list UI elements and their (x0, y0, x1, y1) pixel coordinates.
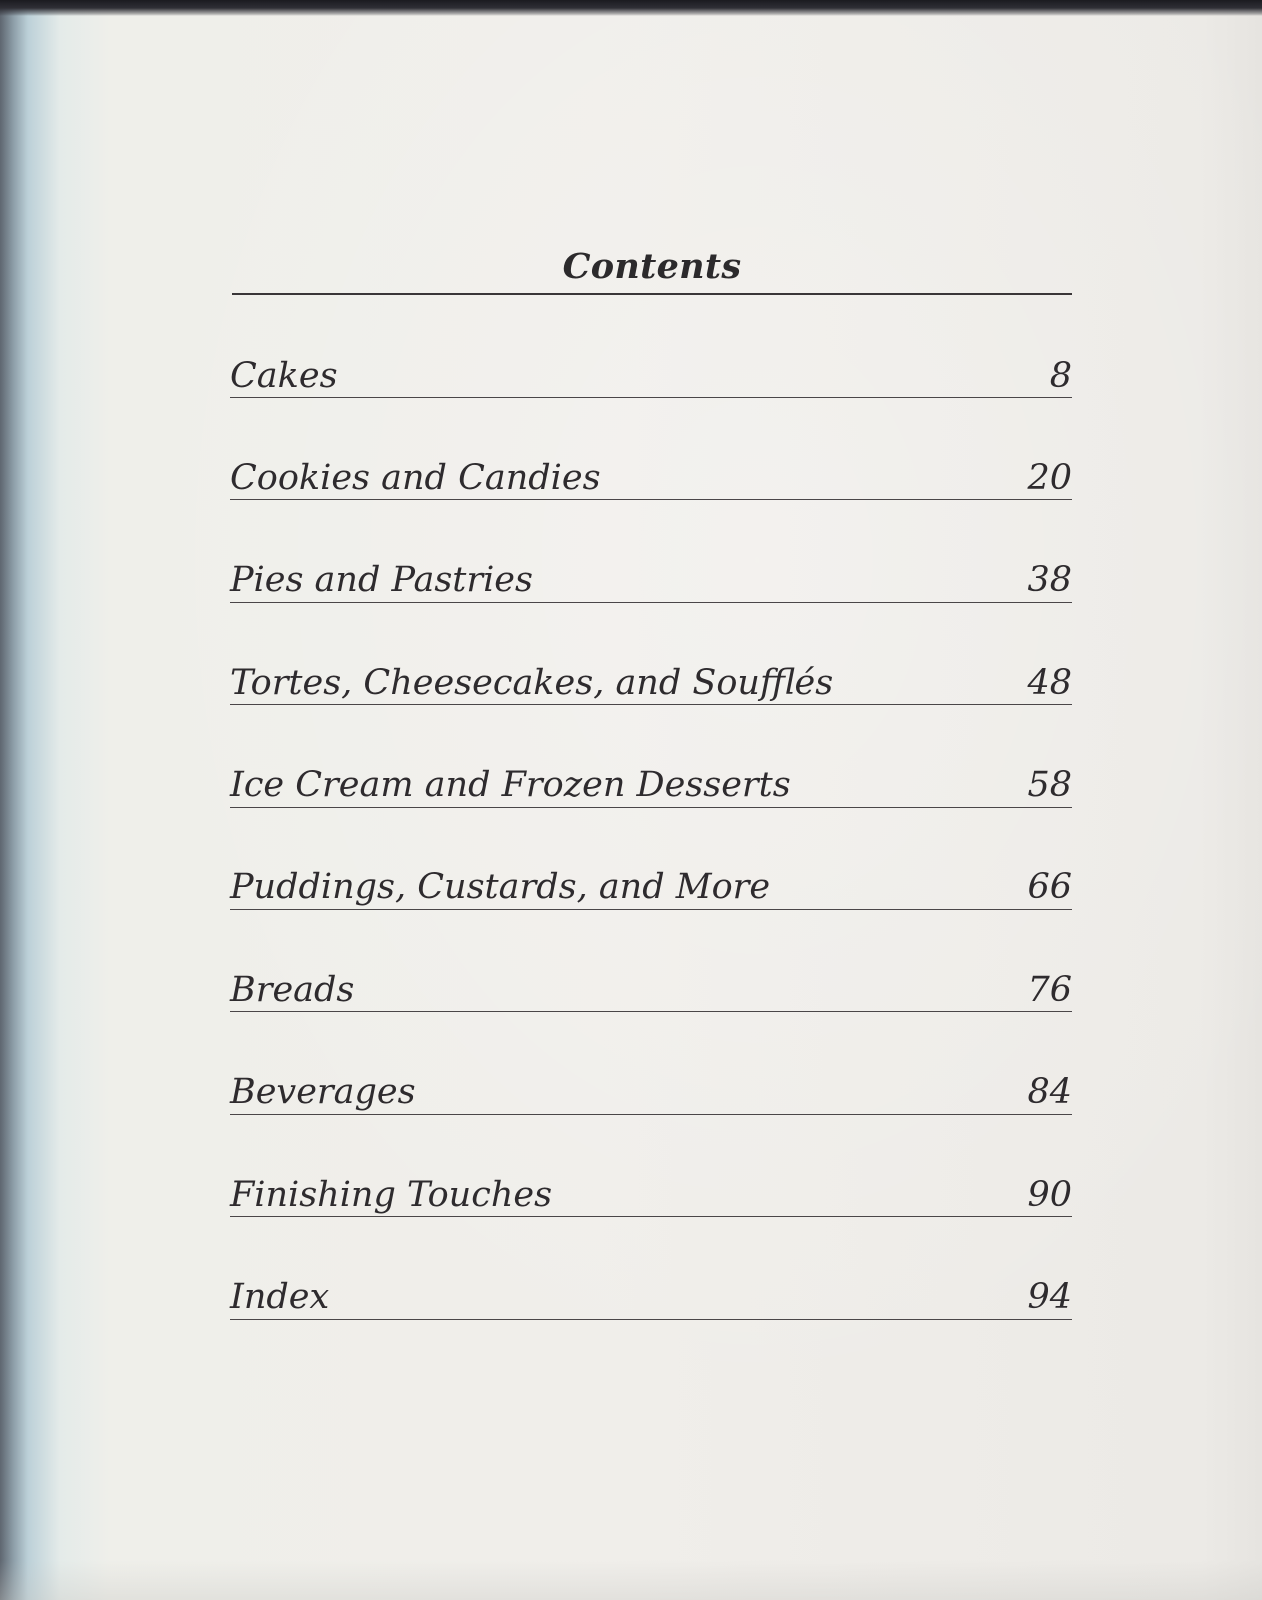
toc-entry-page: 84 (1027, 1072, 1072, 1113)
toc-entry-line (230, 549, 1072, 603)
toc-entry-beverages (230, 1061, 1072, 1163)
toc-entry-line (230, 344, 1072, 398)
table-of-contents (230, 344, 1072, 1368)
toc-entry-page: 94 (1027, 1277, 1072, 1318)
toc-entry-index (230, 1266, 1072, 1368)
toc-entry-page: 8 (1049, 355, 1072, 396)
toc-entry-line (230, 754, 1072, 808)
toc-entry-finishing-touches (230, 1163, 1072, 1265)
toc-entry-line (230, 856, 1072, 910)
toc-entry-page: 58 (1027, 765, 1072, 806)
toc-entry-page: 90 (1027, 1174, 1072, 1215)
toc-entry-line (230, 1163, 1072, 1217)
toc-entry-line (230, 1061, 1072, 1115)
toc-entry-cookies-and-candies (230, 446, 1072, 548)
toc-entry-label: Pies and Pastries (230, 560, 533, 601)
page-title: Contents (562, 246, 742, 287)
toc-entry-label: Breads (230, 969, 355, 1010)
toc-entry-label: Beverages (230, 1072, 416, 1113)
toc-entry-pies-and-pastries (230, 549, 1072, 651)
toc-entry-line (230, 651, 1072, 705)
toc-entry-line (230, 1266, 1072, 1320)
page-top-edge (0, 0, 1262, 16)
toc-entry-line (230, 958, 1072, 1012)
toc-entry-page: 48 (1027, 662, 1072, 703)
toc-entry-page: 66 (1027, 867, 1072, 908)
toc-entry-breads (230, 958, 1072, 1060)
toc-entry-label: Cookies and Candies (230, 457, 601, 498)
toc-entry-cakes (230, 344, 1072, 446)
toc-entry-page: 20 (1027, 457, 1072, 498)
toc-entry-ice-cream-and-frozen-desserts (230, 754, 1072, 856)
page-bottom-shadow (0, 1560, 1262, 1600)
toc-entry-page: 38 (1027, 560, 1072, 601)
toc-entry-label: Finishing Touches (230, 1174, 553, 1215)
toc-entry-line (230, 446, 1072, 500)
toc-entry-tortes-cheesecakes-souffles (230, 651, 1072, 753)
toc-entry-page: 76 (1027, 969, 1072, 1010)
toc-entry-label: Cakes (230, 355, 338, 396)
toc-entry-label: Index (230, 1277, 330, 1318)
toc-entry-puddings-custards-and-more (230, 856, 1072, 958)
toc-entry-label: Puddings, Custards, and More (230, 867, 771, 908)
toc-entry-label: Ice Cream and Frozen Desserts (230, 765, 791, 806)
toc-entry-label: Tortes, Cheesecakes, and Soufflés (230, 662, 834, 703)
title-rule (232, 293, 1072, 295)
